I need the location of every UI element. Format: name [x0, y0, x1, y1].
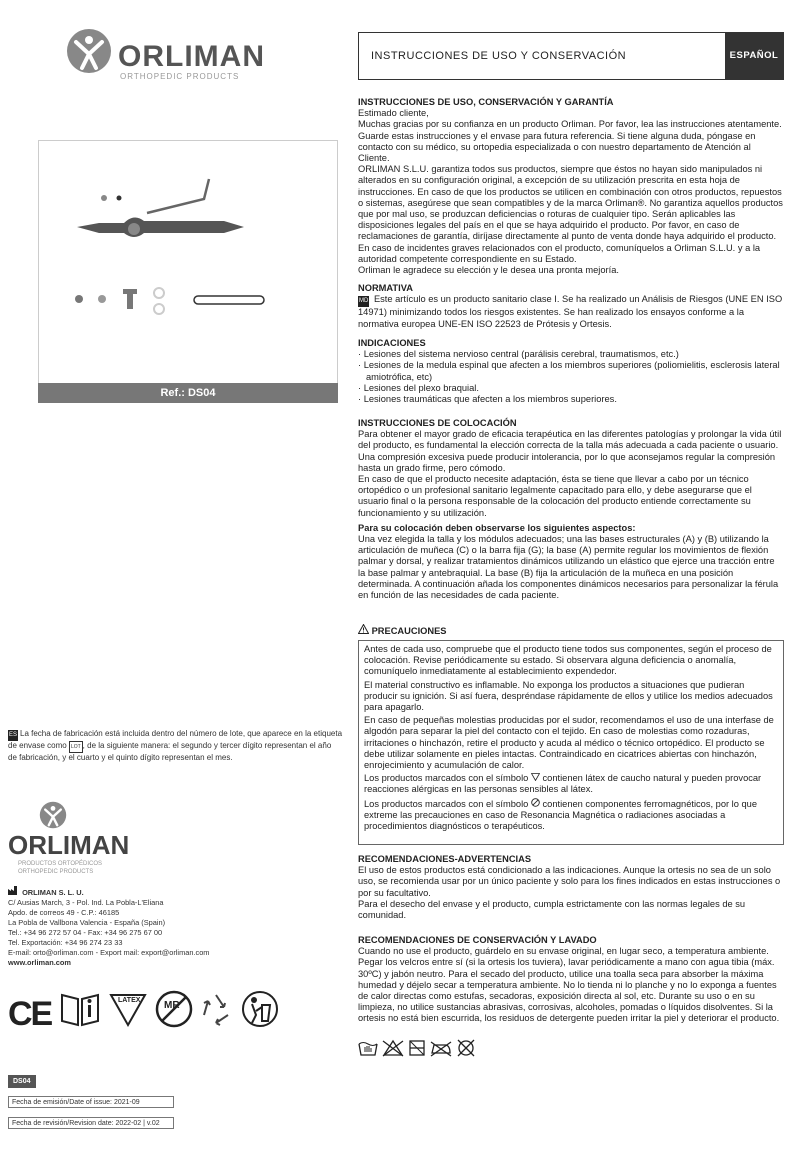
orliman-figure-icon — [38, 800, 68, 830]
paragraph: ORLIMAN S.L.U. garantiza todos sus productos, siempre que éstos no hayan sido manipulados ni alterados en su configuración original, a excepción de su utilización prescrita en esta hoja de instrucciones. En caso de que los productos se utilicen en combinación con otros productos, repuestos o sistemas, asegúrese que sean compatibles y de la marca Orliman®. No garantiza aquellos productos que por mal uso, se produzcan deficiencias o roturas de cualquier tipo. Serán aplicables las disposiciones legales del país en el que se haya adquirido el producto. Por favor, en caso de reclamaciones de garantía, diríjase directamente al punto de venta donde haya adquirido el producto. En caso de incidentes graves relacionados con el producto, comuníquelos a Orliman S.L.U. y a la autoridad competente correspondiente en su Estado. — [358, 164, 783, 264]
section-title: RECOMENDACIONES DE CONSERVACIÓN Y LAVADO — [358, 935, 597, 945]
paragraph: Cuando no use el producto, guárdelo en su envase original, en lugar seco, a temperatura ambiente. Pegar los velcros entre sí (si la ortesis los tuviera), lavar periódicamente a mano con agua tibia (máx. 30ºC) y jabón neutro. Para el secado del producto, utilice una toalla seca para absorber la máxima humedad y déjelo secar a temperatura ambiente. No lo tienda ni lo planche y no lo exponga a fuentes de calor directas como estufas, secadoras, exposición directa al sol, etc. Durante su uso o en su limpieza, no utilice sustancias abrasivas, corrosivas, alcoholes, pomadas o líquidos disolventes. Si la ortesis no está bien escurrida, los residuos de detergente pueden irritar la piel y deteriorar el producto. — [358, 946, 780, 1024]
list-item: · Lesiones traumáticas que afecten a los miembros superiores. — [358, 394, 617, 405]
section-title: NORMATIVA — [358, 283, 413, 293]
paragraph: MD Este artículo es un producto sanitario clase I. Se ha realizado un Análisis de Riesgos (UNE EN ISO 14971) minimizando todos los riesgos existentes. Se han realizado los ensayos conforme a la normativa europea UNE-EN ISO 22523 de Prótesis y Ortesis. — [358, 294, 783, 329]
hand-wash-icon — [359, 1043, 377, 1056]
export-phone: Tel. Exportación: +34 96 274 23 33 — [8, 938, 123, 947]
address-line-2: Apdo. de correos 49 - C.P.: 46185 — [8, 908, 120, 917]
paragraph: El material constructivo es inflamable. No exponga los productos a situaciones que pudieran producir su ignición. Si así fuera, despréndase rápidamente de ellos y utilice los medios adecuados para apagarlo. — [364, 679, 773, 713]
paragraph: Los productos marcados con el símbolo contienen componentes ferromagnéticos, por lo que extreme las precauciones en caso de Resonancia Magnética o radiaciones asociadas a procedimientos diagnósticos o terapéuticos. — [364, 798, 758, 832]
instructions-book-icon — [60, 991, 100, 1027]
md-symbol: MD — [358, 296, 369, 307]
logo-subtitle: ORTHOPEDIC PRODUCTS — [120, 72, 240, 81]
logo-word: ORLIMAN — [8, 830, 130, 860]
language-label: ESPAÑOL — [725, 33, 783, 79]
fabrication-note — [8, 729, 342, 764]
email: E-mail: orto@orliman.com - Export mail: export@orliman.com — [8, 948, 210, 957]
regulatory-symbols — [8, 985, 338, 1035]
logo-word: ORLIMAN — [118, 40, 265, 73]
logo-subtitle-en: ORTHOPEDIC PRODUCTS — [18, 869, 94, 875]
mr-unsafe-icon — [531, 798, 540, 807]
website: www.orliman.com — [8, 958, 71, 967]
paragraph: Para el desecho del envase y el producto, cumpla estrictamente con las normas legales de su comunidad. — [358, 898, 746, 921]
paragraph: Los productos marcados con el símbolo contienen látex de caucho natural y pueden provocar reacciones alérgicas en las personas sensibles al látex. — [364, 773, 762, 795]
orliman-logo-secondary — [8, 800, 128, 880]
section-normativa — [358, 283, 784, 330]
logo-subtitle-es: PRODUCTOS ORTOPÉDICOS — [18, 861, 103, 867]
dry-flat-icon — [410, 1041, 424, 1055]
section-title: RECOMENDACIONES-ADVERTENCIAS — [358, 854, 532, 864]
language-badge: ES — [8, 730, 18, 741]
paragraph: En caso de pequeñas molestias producidas por el sudor, recomendamos el uso de una interfase de algodón para separar la piel del contacto con el tejido. En caso de molestias como rozaduras, irritaciones o hinchazón, retire el producto y acuda al médico o técnico ortopédico. El producto se debe utilizar solamente en pieles intactas. Contraindicado en cicatrices abiertas con hinchazón, enrojecimiento y acumulación de calor. — [364, 715, 774, 771]
company-name: ORLIMAN S. L. U. — [8, 886, 338, 898]
care-symbols — [358, 1038, 488, 1058]
document-header — [358, 32, 784, 80]
no-iron-icon — [431, 1042, 451, 1056]
product-photo — [38, 140, 338, 403]
section-title: PRECAUCIONES — [358, 626, 447, 636]
section-warranty — [358, 97, 784, 276]
recycle-icon — [198, 991, 234, 1027]
paragraph: Una vez elegida la talla y los módulos adecuados; una las bases estructurales (A) y (B) utilizando la articulación de muñeca (C) o la barra fija (G); la base (A) permite regular los movimientos de flexión palmar y dorsal, y realizar tratamientos dinámicos utilizando un elástico que ejerce una tracción entre la base palmar y antebraquial. La base (B) fija la articulación de la muñeca en una posición determinada. A continuación añada los componentes dinámicos necesarios para personalizar la férula en función de las necesidades de cada paciente. — [358, 534, 779, 601]
product-parts-image — [39, 141, 337, 384]
address-line-3: La Pobla de Vallbona Valencia - España (Spain) — [8, 918, 166, 927]
list-item: · Lesiones del plexo braquial. — [358, 382, 479, 393]
precautions-box — [358, 640, 784, 845]
section-conservacion — [358, 935, 784, 1025]
no-bleach-icon — [383, 1041, 403, 1056]
orliman-logo — [64, 26, 284, 86]
section-title: INSTRUCCIONES DE COLOCACIÓN — [358, 418, 517, 428]
section-title: INDICACIONES — [358, 338, 426, 348]
section-recomendaciones — [358, 854, 784, 921]
manufacturer-icon — [8, 886, 20, 895]
company-address — [8, 886, 338, 968]
orliman-figure-icon — [64, 26, 114, 76]
lot-symbol: LOT — [69, 741, 83, 754]
section-colocacion — [358, 418, 784, 601]
mr-label: MR — [164, 1000, 180, 1011]
fabrication-text-1: La fecha de fabricación está incluida dentro del número de lote, que aparece en la etiqueta de envase como — [8, 729, 343, 750]
no-dry-clean-icon — [458, 1040, 474, 1056]
paragraph: En caso de que el producto necesite adaptación, ésta se tiene que llevar a cabo por un técnico ortopédico o un profesional sanitario legalmente capacitado para ello, y debe asegurarse que el usuario final o la persona responsable de la colocación del producto entiende correctamente su funcionamiento y su utilización. — [358, 474, 752, 518]
list-item: · Lesiones de la medula espinal que afecten a los miembros superiores (poliomielitis, esclerosis lateral amiotrófica, etc) — [358, 360, 780, 382]
product-reference: Ref.: DS04 — [38, 383, 338, 403]
greeting: Estimado cliente, — [358, 108, 429, 119]
section-indicaciones — [358, 338, 784, 405]
address-line-1: C/ Ausias March, 3 - Pol. Ind. La Pobla-L'Eliana — [8, 898, 164, 907]
section-title: INSTRUCCIONES DE USO, CONSERVACIÓN Y GARANTÍA — [358, 97, 614, 107]
latex-label: LATEX — [118, 997, 141, 1004]
revision-date: Fecha de revisión/Revision date: 2022-02 | v.02 — [8, 1117, 174, 1129]
precautions-heading — [358, 624, 784, 637]
warning-icon — [358, 624, 369, 634]
logo-subtitle — [18, 860, 102, 876]
dispose-bin-icon — [240, 989, 280, 1029]
product-code-tag: DS04 — [8, 1075, 36, 1088]
fabrication-text-2: , de la siguiente manera: el segundo y tercer dígito representan el año de fabricación, y el cuarto y el quinto dígito representan el mes. — [8, 740, 332, 762]
list-item: · Lesiones del sistema nervioso central (parálisis cerebral, traumatismos, etc.) — [358, 349, 679, 360]
paragraph: El uso de estos productos está condicionado a las indicaciones. Aunque la ortesis no sea de un solo uso, se recomienda usar por un único paciente y solo para los fines indicados en estas instrucciones o por su facultativo. — [358, 865, 781, 898]
paragraph: Para obtener el mayor grado de eficacia terapéutica en las diferentes patologías y prolongar la vida útil del producto, es fundamental la elección correcta de la talla más adecuada a cada paciente o usuario. Una compresión excesiva puede producir intolerancia, por lo que aconsejamos regular la compresión hasta un grado firme, pero cómodo. — [358, 429, 782, 473]
paragraph: Antes de cada uso, compruebe que el producto tiene todos sus componentes, según el proceso de colocación. Revise periódicamente su estado. Si observara alguna deficiencia o anomalía, comuníquelo inmediatamente al establecimiento expendedor. — [364, 644, 772, 677]
subheading: Para su colocación deben observarse los siguientes aspectos: — [358, 522, 636, 533]
latex-icon — [108, 989, 148, 1029]
issue-date: Fecha de emisión/Date of issue: 2021-09 — [8, 1096, 174, 1108]
paragraph: Muchas gracias por su confianza en un producto Orliman. Por favor, lea las instrucciones atentamente. Guarde estas instrucciones y el envase para futura referencia. Si tiene alguna duda, póngase en contacto con su médico, su ortopedia especializada o con nuestro departamento de Atención al Cliente. — [358, 119, 782, 164]
paragraph: Orliman le agradece su elección y le desea una pronta mejoría. — [358, 265, 619, 276]
ce-mark: CE — [8, 995, 52, 1033]
phone-fax: Tel.: +34 96 272 57 04 - Fax: +34 96 275 67 00 — [8, 928, 163, 937]
latex-icon — [531, 773, 540, 781]
document-title: INSTRUCCIONES DE USO Y CONSERVACIÓN — [371, 50, 627, 62]
